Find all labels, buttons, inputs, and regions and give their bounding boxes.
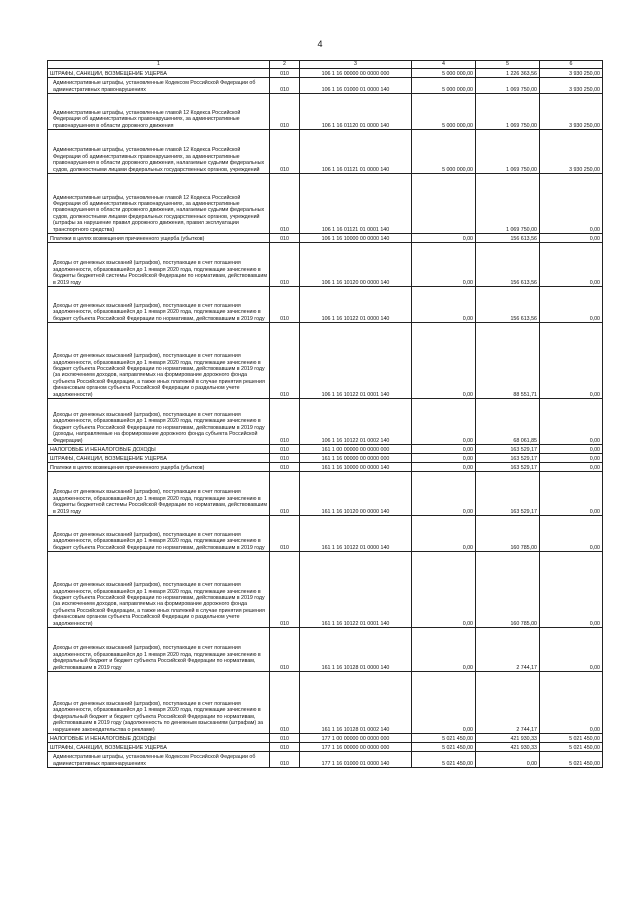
table-row — [48, 445, 603, 454]
row-line-code: 010 — [270, 287, 300, 323]
row-budget-code: 161 1 16 10128 01 0000 140 — [300, 628, 412, 672]
row-executed: 1 069 750,00 — [476, 94, 540, 130]
row-name: ШТРАФЫ, САНКЦИИ, ВОЗМЕЩЕНИЕ УЩЕРБА — [48, 69, 270, 78]
row-line-code: 010 — [270, 472, 300, 516]
row-budget-code: 177 1 00 00000 00 0000 000 — [300, 734, 412, 743]
row-unexecuted: 0,00 — [540, 672, 603, 734]
table-row — [48, 130, 603, 174]
row-executed: 421 930,33 — [476, 734, 540, 743]
row-unexecuted: 0,00 — [540, 552, 603, 628]
row-unexecuted: 0,00 — [540, 234, 603, 243]
row-approved: 5 021 450,00 — [412, 743, 476, 752]
header-cell: 2 — [270, 61, 300, 69]
row-name: ШТРАФЫ, САНКЦИИ, ВОЗМЕЩЕНИЕ УЩЕРБА — [48, 743, 270, 752]
row-executed: 1 069 750,00 — [476, 130, 540, 174]
row-unexecuted: 3 930 250,00 — [540, 69, 603, 78]
row-line-code: 010 — [270, 174, 300, 234]
row-name: Доходы от денежных взысканий (штрафов), поступающие в счет погашения задолженности, образовавшейся до 1 января 2020 года, подлежащие зачислению в бюджет субъекта Российской Федерации по нормативам, действовавшим в 2019 году (за исключением доходов, направляемых на формирование дорожного фонда субъекта Российской Федерации, а также иных платежей в случае принятия решения финансовым органом субъекта Российской Федерации о раздельном учете задолженности) — [48, 552, 270, 628]
row-line-code: 010 — [270, 78, 300, 94]
row-name: Доходы от денежных взысканий (штрафов), поступающие в счет погашения задолженности, образовавшейся до 1 января 2020 года, подлежащие зачислению в бюджет субъекта Российской Федерации по нормативам, действовавшим в 2019 году — [48, 516, 270, 552]
row-line-code: 010 — [270, 743, 300, 752]
table-row — [48, 552, 603, 628]
row-budget-code: 106 1 16 01120 01 0000 140 — [300, 94, 412, 130]
row-approved: 0,00 — [412, 243, 476, 287]
row-budget-code: 161 1 16 10122 01 0000 140 — [300, 516, 412, 552]
row-unexecuted: 3 930 250,00 — [540, 130, 603, 174]
row-budget-code: 161 1 16 10122 01 0001 140 — [300, 552, 412, 628]
row-budget-code: 161 1 16 00000 00 0000 000 — [300, 454, 412, 463]
table-row — [48, 174, 603, 234]
row-name: ШТРАФЫ, САНКЦИИ, ВОЗМЕЩЕНИЕ УЩЕРБА — [48, 454, 270, 463]
row-executed: 1 069 750,00 — [476, 174, 540, 234]
row-name: Доходы от денежных взысканий (штрафов), поступающие в счет погашения задолженности, образовавшейся до 1 января 2020 года, подлежащие зачислению в бюджеты бюджетной системы Российской Федерации по нормативам, действовавшим в 2019 году — [48, 243, 270, 287]
row-unexecuted: 0,00 — [540, 516, 603, 552]
page-number: 4 — [317, 39, 323, 49]
row-unexecuted: 0,00 — [540, 399, 603, 445]
row-approved: 0,00 — [412, 454, 476, 463]
table-row — [48, 323, 603, 399]
row-unexecuted: 0,00 — [540, 628, 603, 672]
row-executed: 68 061,85 — [476, 399, 540, 445]
row-name: Доходы от денежных взысканий (штрафов), поступающие в счет погашения задолженности, образовавшейся до 1 января 2020 года, подлежащие зачислению в бюджеты бюджетной системы Российской Федерации по нормативам, действовавшим в 2019 году — [48, 472, 270, 516]
row-line-code: 010 — [270, 672, 300, 734]
row-budget-code: 106 1 16 00000 00 0000 000 — [300, 69, 412, 78]
row-name: Административные штрафы, установленные главой 12 Кодекса Российской Федерации об административных правонарушениях, за административные правонарушения в области дорожного движения, налагаемые судьями федеральных судов, должностными лицами федеральных государственных органов, учреждений — [48, 130, 270, 174]
row-budget-code: 106 1 16 01121 01 0000 140 — [300, 130, 412, 174]
row-line-code: 010 — [270, 752, 300, 768]
row-approved: 0,00 — [412, 287, 476, 323]
row-approved: 5 000 000,00 — [412, 69, 476, 78]
table-row — [48, 672, 603, 734]
row-budget-code: 106 1 16 10122 01 0002 140 — [300, 399, 412, 445]
row-line-code: 010 — [270, 399, 300, 445]
table-row — [48, 472, 603, 516]
row-approved: 5 021 450,00 — [412, 752, 476, 768]
row-line-code: 010 — [270, 734, 300, 743]
row-name: Платежи в целях возмещения причиненного ущерба (убытков) — [48, 463, 270, 472]
row-approved: 5 021 450,00 — [412, 734, 476, 743]
row-approved: 5 000 000,00 — [412, 130, 476, 174]
table-row — [48, 454, 603, 463]
row-unexecuted: 5 021 450,00 — [540, 752, 603, 768]
row-executed: 163 529,17 — [476, 445, 540, 454]
row-approved: 0,00 — [412, 628, 476, 672]
table-row — [48, 234, 603, 243]
header-row — [48, 61, 603, 69]
row-name: Доходы от денежных взысканий (штрафов), поступающие в счет погашения задолженности, образовавшейся до 1 января 2020 года, подлежащие зачислению в бюджет субъекта Российской Федерации по нормативам, действовавшим в 2019 году — [48, 287, 270, 323]
row-line-code: 010 — [270, 454, 300, 463]
table-row — [48, 243, 603, 287]
row-executed: 0,00 — [476, 752, 540, 768]
row-executed: 163 529,17 — [476, 454, 540, 463]
row-budget-code: 161 1 16 10000 00 0000 140 — [300, 463, 412, 472]
revenue-table — [47, 60, 603, 768]
row-approved: 5 000 000,00 — [412, 78, 476, 94]
table-row — [48, 399, 603, 445]
row-approved: 0,00 — [412, 472, 476, 516]
row-budget-code: 106 1 16 01121 01 0001 140 — [300, 174, 412, 234]
row-budget-code: 177 1 16 00000 00 0000 000 — [300, 743, 412, 752]
row-approved: 0,00 — [412, 672, 476, 734]
header-cell: 1 — [48, 61, 270, 69]
row-budget-code: 161 1 00 00000 00 0000 000 — [300, 445, 412, 454]
row-name: НАЛОГОВЫЕ И НЕНАЛОГОВЫЕ ДОХОДЫ — [48, 734, 270, 743]
row-approved: 0,00 — [412, 445, 476, 454]
table-row — [48, 752, 603, 768]
row-line-code: 010 — [270, 94, 300, 130]
row-line-code: 010 — [270, 445, 300, 454]
row-name: НАЛОГОВЫЕ И НЕНАЛОГОВЫЕ ДОХОДЫ — [48, 445, 270, 454]
row-name: Доходы от денежных взысканий (штрафов), поступающие в счет погашения задолженности, образовавшейся до 1 января 2020 года, подлежащие зачислению в федеральный бюджет и бюджет субъекта Российской Федерации по нормативам, действовавшим в 2019 году — [48, 628, 270, 672]
row-name: Административные штрафы, установленные Кодексом Российской Федерации об административных правонарушениях — [48, 78, 270, 94]
row-approved — [412, 174, 476, 234]
row-name: Административные штрафы, установленные главой 12 Кодекса Российской Федерации об административных правонарушениях, за административные правонарушения в области дорожного движения, налагаемые судьями федеральных судов, должностными лицами федеральных государственных органов, учреждений (штрафы за нарушение правил дорожного движения, правил эксплуатации транспортного средства) — [48, 174, 270, 234]
row-unexecuted: 0,00 — [540, 463, 603, 472]
header-cell: 6 — [540, 61, 603, 69]
row-line-code: 010 — [270, 552, 300, 628]
row-executed: 160 785,00 — [476, 552, 540, 628]
header-cell: 5 — [476, 61, 540, 69]
row-approved: 0,00 — [412, 234, 476, 243]
table-row — [48, 78, 603, 94]
row-name: Административные штрафы, установленные Кодексом Российской Федерации об административных правонарушениях — [48, 752, 270, 768]
row-executed: 156 613,56 — [476, 234, 540, 243]
row-line-code: 010 — [270, 243, 300, 287]
row-budget-code: 106 1 16 10122 01 0000 140 — [300, 287, 412, 323]
row-line-code: 010 — [270, 69, 300, 78]
row-budget-code: 106 1 16 10120 00 0000 140 — [300, 243, 412, 287]
table-row — [48, 463, 603, 472]
row-line-code: 010 — [270, 463, 300, 472]
row-unexecuted: 0,00 — [540, 445, 603, 454]
row-name: Доходы от денежных взысканий (штрафов), поступающие в счет погашения задолженности, образовавшейся до 1 января 2020 года, подлежащие зачислению в бюджет субъекта Российской Федерации по нормативам, действовавшим в 2019 году (за исключением доходов, направляемых на формирование дорожного фонда субъекта Российской Федерации, а также иных платежей в случае принятия решения финансовым органом субъекта Российской Федерации о раздельном учете задолженности) — [48, 323, 270, 399]
row-name: Платежи в целях возмещения причиненного ущерба (убытков) — [48, 234, 270, 243]
table-row — [48, 743, 603, 752]
row-budget-code: 106 1 16 01000 01 0000 140 — [300, 78, 412, 94]
row-approved: 0,00 — [412, 399, 476, 445]
row-approved: 0,00 — [412, 463, 476, 472]
row-line-code: 010 — [270, 323, 300, 399]
row-unexecuted: 0,00 — [540, 287, 603, 323]
row-executed: 163 529,17 — [476, 472, 540, 516]
row-budget-code: 161 1 16 10120 00 0000 140 — [300, 472, 412, 516]
row-executed: 160 785,00 — [476, 516, 540, 552]
row-executed: 88 551,71 — [476, 323, 540, 399]
row-budget-code: 161 1 16 10128 01 0002 140 — [300, 672, 412, 734]
table-row — [48, 287, 603, 323]
row-executed: 156 613,56 — [476, 243, 540, 287]
header-cell: 4 — [412, 61, 476, 69]
row-line-code: 010 — [270, 130, 300, 174]
row-unexecuted: 3 930 250,00 — [540, 94, 603, 130]
row-unexecuted: 5 021 450,00 — [540, 734, 603, 743]
table-row — [48, 69, 603, 78]
row-line-code: 010 — [270, 234, 300, 243]
row-executed: 2 744,17 — [476, 672, 540, 734]
table-row — [48, 516, 603, 552]
row-budget-code: 177 1 16 01000 01 0000 140 — [300, 752, 412, 768]
header-cell: 3 — [300, 61, 412, 69]
table-row — [48, 94, 603, 130]
row-executed: 421 930,33 — [476, 743, 540, 752]
row-approved: 5 000 000,00 — [412, 94, 476, 130]
row-unexecuted: 0,00 — [540, 243, 603, 287]
row-executed: 1 226 363,56 — [476, 69, 540, 78]
row-name: Доходы от денежных взысканий (штрафов), поступающие в счет погашения задолженности, образовавшейся до 1 января 2020 года, подлежащие зачислению в бюджет субъекта Российской Федерации по нормативам, действовавшим в 2019 году (доходы, направляемые на формирование дорожного фонда субъекта Российской Федерации) — [48, 399, 270, 445]
row-name: Административные штрафы, установленные главой 12 Кодекса Российской Федерации об административных правонарушениях, за административные правонарушения в области дорожного движения — [48, 94, 270, 130]
row-budget-code: 106 1 16 10122 01 0001 140 — [300, 323, 412, 399]
row-executed: 1 069 750,00 — [476, 78, 540, 94]
row-unexecuted: 0,00 — [540, 454, 603, 463]
row-unexecuted: 5 021 450,00 — [540, 743, 603, 752]
row-budget-code: 106 1 16 10000 00 0000 140 — [300, 234, 412, 243]
row-unexecuted: 0,00 — [540, 323, 603, 399]
row-approved: 0,00 — [412, 516, 476, 552]
row-unexecuted: 0,00 — [540, 174, 603, 234]
row-line-code: 010 — [270, 628, 300, 672]
table-row — [48, 734, 603, 743]
row-executed: 163 529,17 — [476, 463, 540, 472]
row-line-code: 010 — [270, 516, 300, 552]
row-executed: 156 613,56 — [476, 287, 540, 323]
row-name: Доходы от денежных взысканий (штрафов), поступающие в счет погашения задолженности, образовавшейся до 1 января 2020 года, подлежащие зачислению в федеральный бюджет и бюджет субъекта Российской Федерации по нормативам, действовавшим в 2019 году (задолженность по денежным взысканиям (штрафам) за нарушение законодательства о рекламе) — [48, 672, 270, 734]
row-unexecuted: 3 930 250,00 — [540, 78, 603, 94]
row-executed: 2 744,17 — [476, 628, 540, 672]
row-unexecuted: 0,00 — [540, 472, 603, 516]
row-approved: 0,00 — [412, 552, 476, 628]
row-approved: 0,00 — [412, 323, 476, 399]
table-row — [48, 628, 603, 672]
